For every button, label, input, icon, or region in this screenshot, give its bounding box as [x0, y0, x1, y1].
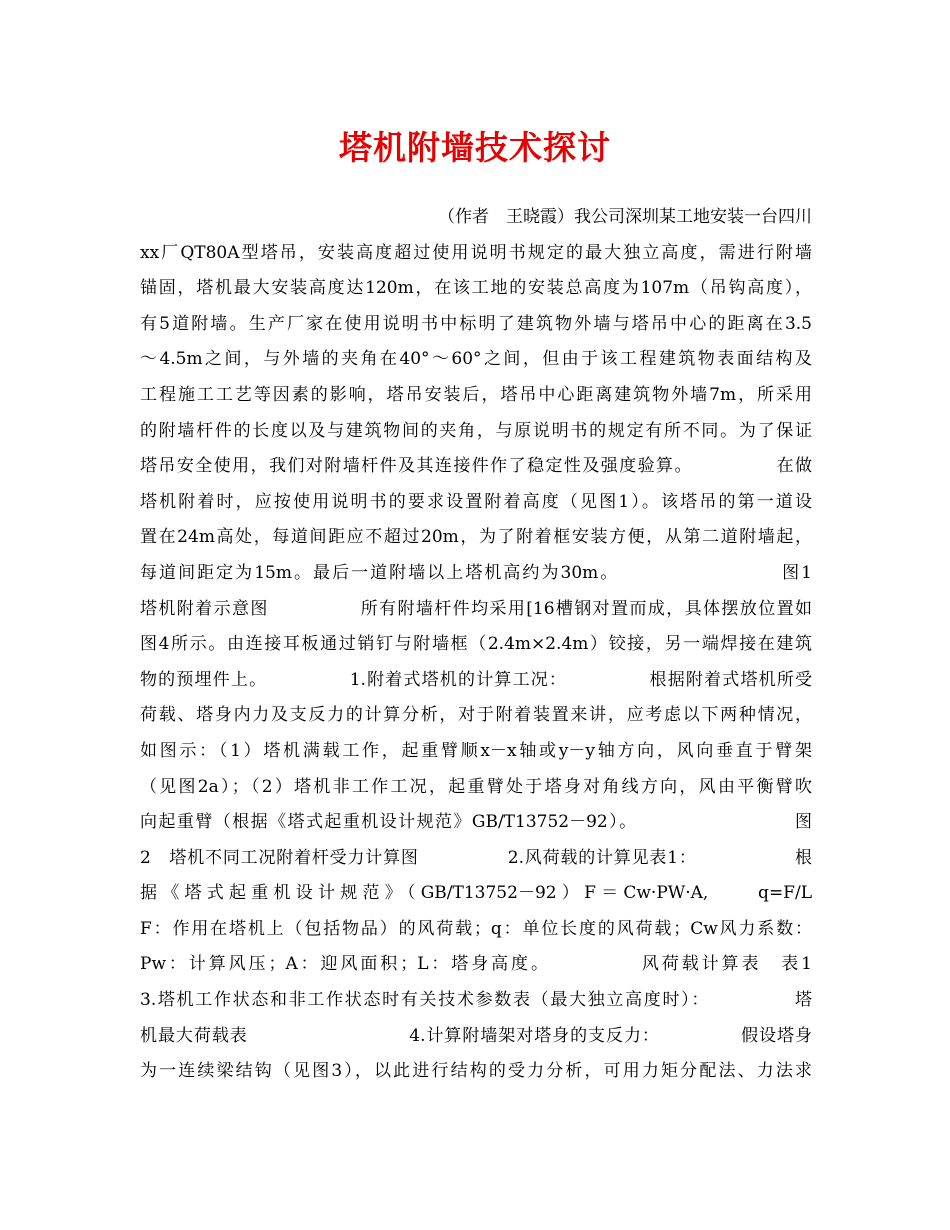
body-line: （作者 王晓霞）我公司深圳某工地安装一台四川 [438, 207, 812, 227]
document-body [140, 200, 812, 1090]
body-line: ～4.5m之间，与外墙的夹角在40°～60°之间，但由于该工程建筑物表面结构及 [140, 349, 812, 370]
body-line: 每道间距定为15m。最后一道附墙以上塔机高约为30m。 图1 [140, 562, 812, 583]
body-line: 塔机附着时，应按使用说明书的要求设置附着高度（见图1）。该塔吊的第一道设 [140, 491, 812, 512]
body-line: 物的预埋件上。 1.附着式塔机的计算工况： 根据附着式塔机所受 [140, 669, 812, 690]
body-line: 据《塔式起重机设计规范》（GB/T13752－92）F＝Cw·PW·A, q=F/L [140, 883, 812, 904]
body-line: 机最大荷载表 4.计算附墙架对塔身的支反力： 假设塔身 [140, 1025, 812, 1046]
body-line: 为一连续梁结钩（见图3），以此进行结构的受力分析，可用力矩分配法、力法求 [140, 1061, 812, 1082]
body-line: 塔机附着示意图 所有附墙杆件均采用[16槽钢对置而成，具体摆放位置如 [140, 598, 812, 619]
body-line: 3.塔机工作状态和非工作状态时有关技术参数表（最大独立高度时）： 塔 [140, 990, 812, 1011]
body-line: 2 塔机不同工况附着杆受力计算图 2.风荷载的计算见表1： 根 [140, 847, 812, 868]
body-line: 有5道附墙。生产厂家在使用说明书中标明了建筑物外墙与塔吊中心的距离在3.5 [140, 313, 812, 334]
body-line: 塔吊安全使用，我们对附墙杆件及其连接件作了稳定性及强度验算。 在做 [140, 456, 812, 477]
body-line: （见图2a）；（2）塔机非工作工况，起重臂处于塔身对角线方向，风由平衡臂吹 [140, 776, 812, 797]
body-line: 向起重臂（根据《塔式起重机设计规范》GB/T13752－92）。 图 [140, 812, 812, 833]
body-line: 置在24m高处，每道间距应不超过20m，为了附着框安装方便，从第二道附墙起， [140, 527, 812, 548]
body-line: Pw：计算风压；A：迎风面积；L：塔身高度。 风荷载计算表 表1 [140, 954, 812, 975]
body-line: xx厂QT80A型塔吊，安装高度超过使用说明书规定的最大独立高度，需进行附墙 [140, 242, 812, 263]
body-line: 锚固，塔机最大安装高度达120m，在该工地的安装总高度为107m（吊钩高度）， [140, 278, 812, 299]
body-line: 如图示：（1）塔机满载工作，起重臂顺x－x轴或y－y轴方向，风向垂直于臂架 [140, 740, 812, 761]
document-title: 塔机附墙技术探讨 [339, 128, 611, 167]
body-line: 工程施工工艺等因素的影响，塔吊安装后，塔吊中心距离建筑物外墙7m，所采用 [140, 384, 812, 405]
body-line: 图4所示。由连接耳板通过销钉与附墙框（2.4m×2.4m）铰接，另一端焊接在建筑 [140, 634, 812, 655]
body-line: F：作用在塔机上（包括物品）的风荷载；q：单位长度的风荷载；Cw风力系数： [140, 918, 812, 939]
body-line: 的附墙杆件的长度以及与建筑物间的夹角，与原说明书的规定有所不同。为了保证 [140, 420, 812, 441]
body-line: 荷载、塔身内力及支反力的计算分析，对于附着装置来讲，应考虑以下两种情况， [140, 705, 812, 726]
